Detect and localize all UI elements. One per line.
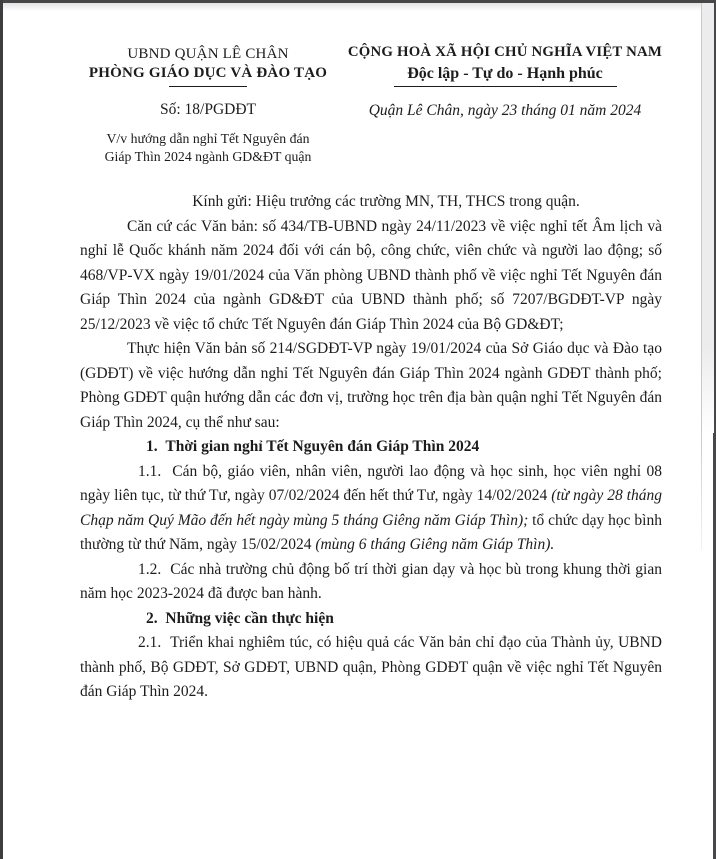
section-1-item-1-text-1: 1.1. Cán bộ, giáo viên, nhân viên, người lao động và học sinh, học viên nghỉ 08 ngày liên tục, từ thứ Tư, ngày 07/02/2024 đến hết thứ Tư, ngày 14/02/2024 bbox=[80, 462, 662, 504]
section-1-heading: 1. Thời gian nghỉ Tết Nguyên đán Giáp Thìn 2024 bbox=[146, 438, 480, 455]
section-1-item-1-lunar-note-1: (từ ngày 28 tháng Chạp năm Quý Mão đến hết ngày mùng 5 tháng Giêng năm Giáp Thìn); bbox=[80, 487, 662, 529]
salutation-line: Kính gửi: Hiệu trưởng các trường MN, TH, THCS trong quận. bbox=[192, 193, 580, 210]
scan-edge-left bbox=[0, 0, 3, 859]
legal-basis-paragraph-2: Thực hiện Văn bản số 214/SGDĐT-VP ngày 19/01/2024 của Sở Giáo dục và Đào tạo (GDĐT) về việc hướng dẫn nghỉ Tết Nguyên đán Giáp Thìn 2024 ngành GDĐT thành phố; Phòng GDĐT quận hướng dẫn các đơn vị, trường học trên địa bàn quận nghỉ Tết Nguyên đán Giáp Thìn 2024, cụ thể như sau: bbox=[80, 340, 662, 431]
parent-agency-name: UBND QUẬN LÊ CHÂN bbox=[127, 46, 289, 62]
scan-edge-top-shadow bbox=[0, 3, 716, 11]
document-subject-line2: Giáp Thìn 2024 ngành GD&ĐT quận bbox=[104, 149, 312, 164]
issuing-agency-name: PHÒNG GIÁO DỤC VÀ ĐÀO TẠO bbox=[88, 65, 328, 81]
scan-margin-strip-line bbox=[701, 430, 702, 550]
section-2-item-1: 2.1. Triển khai nghiêm túc, có hiệu quả các Văn bản chỉ đạo của Thành ủy, UBND thành phố, Bộ GDĐT, Sở GDĐT, UBND quận, Phòng GDĐT quận về việc nghỉ Tết Nguyên đán Giáp Thìn 2024. bbox=[80, 634, 662, 700]
section-2-heading: 2. Những việc cần thực hiện bbox=[146, 609, 334, 627]
document-number: Số: 18/PGDĐT bbox=[159, 101, 257, 118]
scan-margin-strip bbox=[701, 3, 714, 433]
agency-underline-rule bbox=[169, 86, 247, 87]
motto-underline-rule bbox=[394, 86, 617, 87]
legal-basis-paragraph-1: Căn cứ các Văn bản: số 434/TB-UBND ngày 24/11/2023 về việc nghỉ tết Âm lịch và nghỉ lễ Quốc khánh năm 2024 đối với cán bộ, công chức, viên chức và người lao động; số 468/VP-VX ngày 19/01/2024 của Văn phòng UBND thành phố về việc nghỉ Tết Nguyên đán Giáp Thìn 2024 của ngành GD&ĐT của UBND thành phố; số 7207/BGDĐT-VP ngày 25/12/2023 về việc tổ chức Tết Nguyên đán Giáp Thìn 2024 của Bộ GD&ĐT; bbox=[80, 217, 662, 333]
document-subject-line1: V/v hướng dẫn nghỉ Tết Nguyên đán bbox=[106, 131, 310, 146]
section-1-item-1-text-2: tổ chức dạy học bình thường từ thứ Năm, ngày 15/02/2024 bbox=[80, 511, 662, 553]
section-1-item-1-lunar-note-2: (mùng 6 tháng Giêng năm Giáp Thìn). bbox=[315, 536, 555, 553]
national-title: CỘNG HOÀ XÃ HỘI CHỦ NGHĨA VIỆT NAM bbox=[347, 44, 663, 60]
national-header-block bbox=[335, 44, 675, 120]
document-subject bbox=[58, 130, 358, 166]
section-1-item-1 bbox=[80, 460, 662, 558]
letter-body bbox=[80, 190, 662, 705]
section-1-item-2: 1.2. Các nhà trường chủ động bố trí thời gian dạy và học bù trong khung thời gian năm học 2023-2024 đã được ban hành. bbox=[80, 560, 662, 602]
national-motto: Độc lập - Tự do - Hạnh phúc bbox=[407, 65, 603, 82]
issuing-agency-block bbox=[58, 46, 358, 166]
place-and-date: Quận Lê Chân, ngày 23 tháng 01 năm 2024 bbox=[368, 102, 642, 119]
